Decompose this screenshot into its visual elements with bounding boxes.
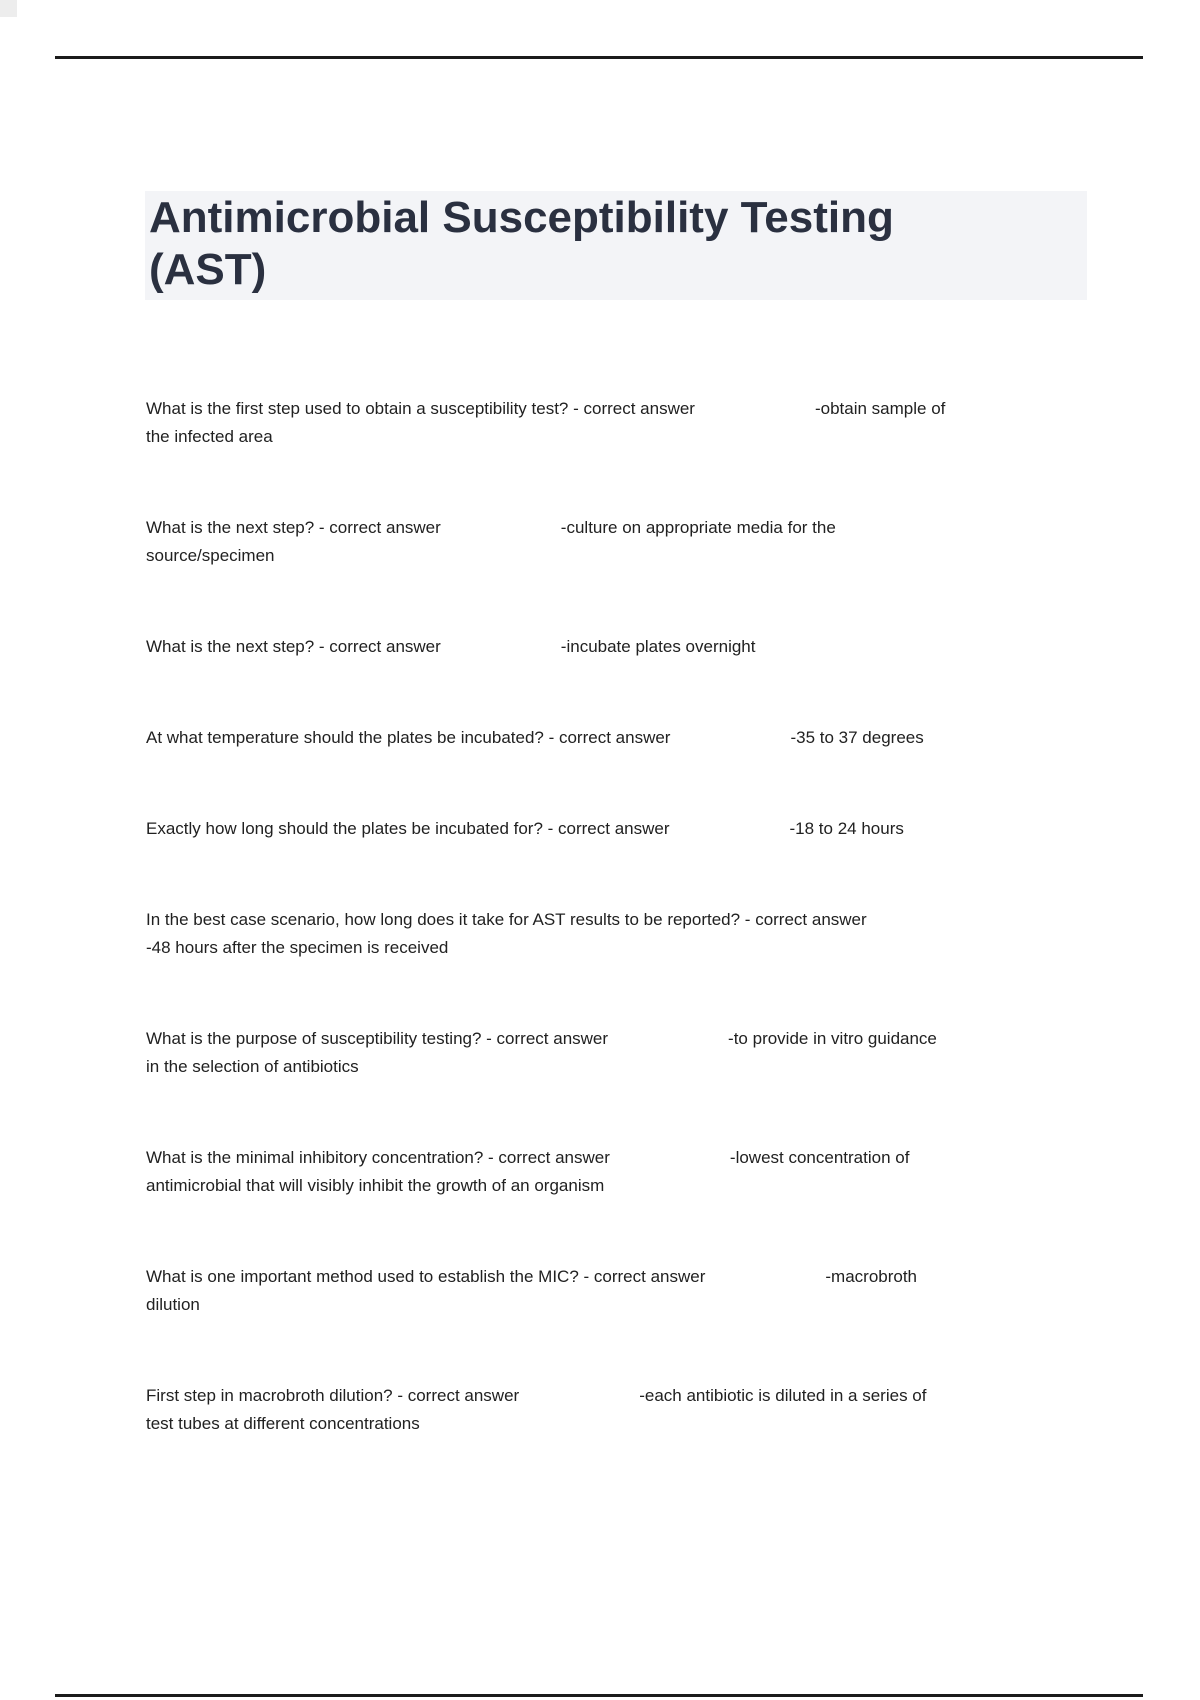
qa-question-text: What is the first step used to obtain a susceptibility test? - correct answer [146,399,695,418]
qa-question-text: What is the minimal inhibitory concentration? - correct answer [146,1148,610,1167]
qa-answer-text: -18 to 24 hours [789,819,904,838]
qa-answer-text: -obtain sample of [814,399,946,418]
page-title-line-1: Antimicrobial Susceptibility Testing [149,193,894,242]
qa-answer-text: the infected area [146,427,273,446]
qa-question-text: What is the next step? - correct answer [146,637,441,656]
qa-list [146,395,1090,1501]
qa-line [146,514,1090,542]
qa-answer-text: -macrobroth [825,1267,918,1286]
qa-line [146,724,1090,752]
qa-line [146,633,1090,661]
qa-answer-text: -each antibiotic is diluted in a series of [639,1386,927,1405]
qa-gap [608,1043,728,1044]
qa-line [146,934,1090,962]
qa-line [146,542,1090,570]
qa-question-text: First step in macrobroth dilution? - correct answer [146,1386,520,1405]
qa-gap [441,651,561,652]
bottom-rule [55,1694,1143,1697]
qa-line [146,1291,1090,1319]
qa-item [146,395,1090,451]
qa-answer-text: dilution [146,1295,200,1314]
qa-question-text: In the best case scenario, how long does it take for AST results to be reported? - correct answer [146,910,867,929]
qa-gap [670,742,790,743]
qa-item [146,724,1090,752]
qa-gap [610,1162,730,1163]
qa-item [146,514,1090,570]
qa-gap [695,413,815,414]
qa-answer-text: -culture on appropriate media for the [560,518,836,537]
qa-line [146,1025,1090,1053]
qa-gap [705,1281,825,1282]
qa-line [146,395,1090,423]
qa-item [146,1382,1090,1438]
qa-item [146,633,1090,661]
qa-question-text: What is one important method used to establish the MIC? - correct answer [146,1267,706,1286]
qa-item [146,1144,1090,1200]
qa-question-text: Exactly how long should the plates be incubated for? - correct answer [146,819,670,838]
qa-item [146,1263,1090,1319]
qa-line [146,906,1090,934]
title-block [145,191,1087,300]
qa-line [146,1172,1090,1200]
qa-item [146,1025,1090,1081]
qa-answer-text: in the selection of antibiotics [146,1057,359,1076]
qa-line [146,1144,1090,1172]
qa-answer-text: -48 hours after the specimen is received [146,938,449,957]
page-title-line-2: (AST) [149,245,267,294]
qa-gap [519,1400,639,1401]
qa-line [146,1382,1090,1410]
page-title [149,192,1087,296]
corner-artifact [0,0,17,17]
qa-answer-text: antimicrobial that will visibly inhibit the growth of an organism [146,1176,605,1195]
qa-answer-text: -lowest concentration of [729,1148,910,1167]
qa-answer-text: -incubate plates overnight [560,637,756,656]
qa-question-text: What is the next step? - correct answer [146,518,441,537]
qa-answer-text: -to provide in vitro guidance [728,1029,937,1048]
top-rule [55,56,1143,59]
qa-line [146,1263,1090,1291]
qa-item [146,906,1090,962]
qa-answer-text: test tubes at different concentrations [146,1414,420,1433]
qa-question-text: At what temperature should the plates be incubated? - correct answer [146,728,671,747]
qa-item [146,815,1090,843]
qa-gap [670,833,790,834]
qa-answer-text: source/specimen [146,546,275,565]
qa-answer-text: -35 to 37 degrees [790,728,924,747]
qa-line [146,1053,1090,1081]
qa-line [146,1410,1090,1438]
qa-line [146,423,1090,451]
qa-line [146,815,1090,843]
qa-question-text: What is the purpose of susceptibility testing? - correct answer [146,1029,609,1048]
qa-gap [441,532,561,533]
